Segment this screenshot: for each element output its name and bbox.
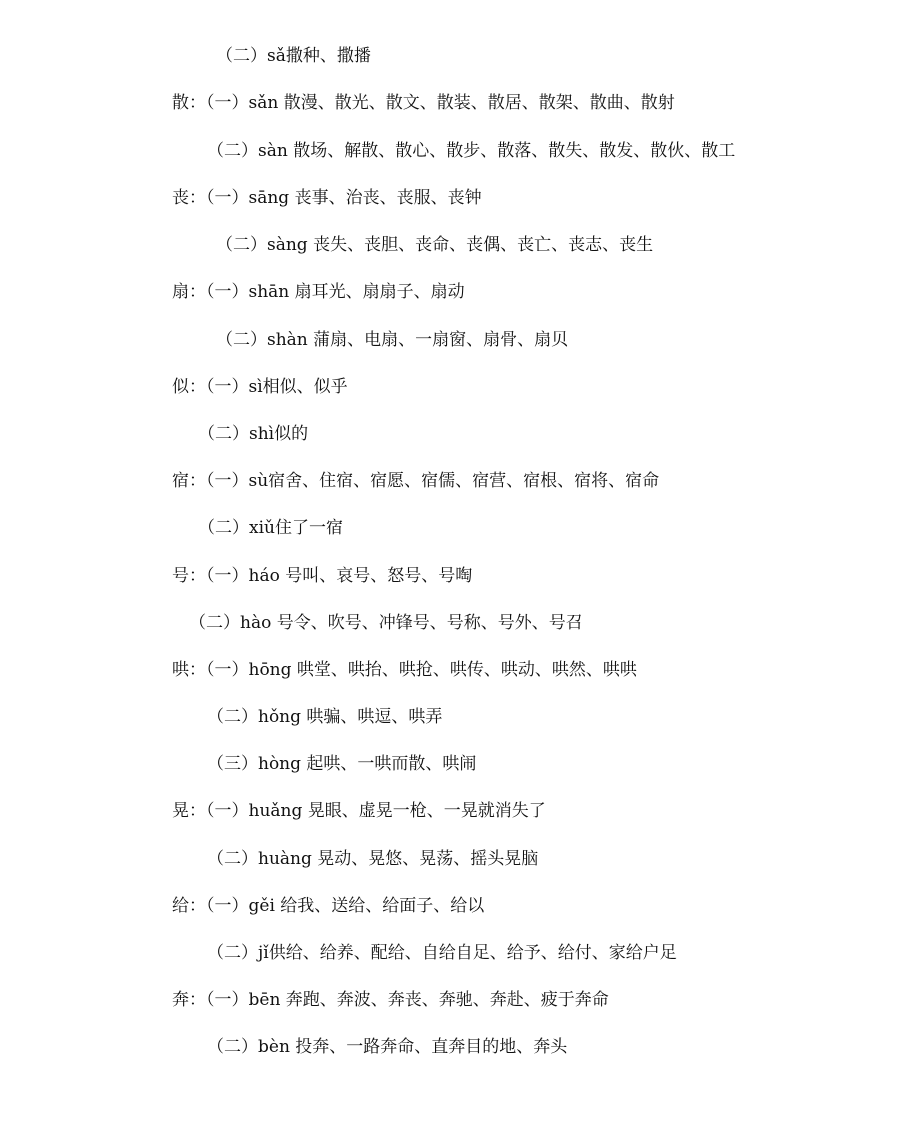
- text-line: 似：（一）sì相似、似乎: [172, 377, 348, 397]
- text-line: （二）sǎ撒种、撒播: [216, 46, 371, 66]
- text-line: 宿：（一）sù宿舍、住宿、宿愿、宿儒、宿营、宿根、宿将、宿命: [172, 471, 660, 491]
- text-line: （二）huàng 晃动、晃悠、晃荡、摇头晃脑: [207, 849, 539, 869]
- text-line: （二）sàng 丧失、丧胆、丧命、丧偶、丧亡、丧志、丧生: [216, 235, 654, 255]
- text-line: 给：（一）gěi 给我、送给、给面子、给以: [172, 896, 485, 916]
- text-line: （三）hòng 起哄、一哄而散、哄闹: [207, 754, 477, 774]
- text-line: （二）xiǔ住了一宿: [198, 518, 343, 538]
- text-line: 奔：（一）bēn 奔跑、奔波、奔丧、奔驰、奔赴、疲于奔命: [172, 990, 609, 1010]
- text-line: （二）hào 号令、吹号、冲锋号、号称、号外、号召: [189, 613, 583, 633]
- text-line: 散：（一）sǎn 散漫、散光、散文、散装、散居、散架、散曲、散射: [172, 93, 675, 113]
- text-line: 丧：（一）sāng 丧事、治丧、丧服、丧钟: [172, 188, 482, 208]
- text-line: （二）shì似的: [198, 424, 309, 444]
- text-line: 扇：（一）shān 扇耳光、扇扇子、扇动: [172, 282, 465, 302]
- text-line: （二）jǐ供给、给养、配给、自给自足、给予、给付、家给户足: [207, 943, 677, 963]
- text-line: （二）shàn 蒲扇、电扇、一扇窗、扇骨、扇贝: [216, 330, 569, 350]
- text-line: 哄：（一）hōng 哄堂、哄抬、哄抢、哄传、哄动、哄然、哄哄: [172, 660, 637, 680]
- text-line: （二）sàn 散场、解散、散心、散步、散落、散失、散发、散伙、散工: [207, 141, 736, 161]
- text-line: 晃：（一）huǎng 晃眼、虚晃一枪、一晃就消失了: [172, 801, 546, 821]
- text-line: （二）hǒng 哄骗、哄逗、哄弄: [207, 707, 443, 727]
- text-line: （二）bèn 投奔、一路奔命、直奔目的地、奔头: [207, 1037, 568, 1057]
- text-line: 号：（一）háo 号叫、哀号、怒号、号啕: [172, 566, 473, 586]
